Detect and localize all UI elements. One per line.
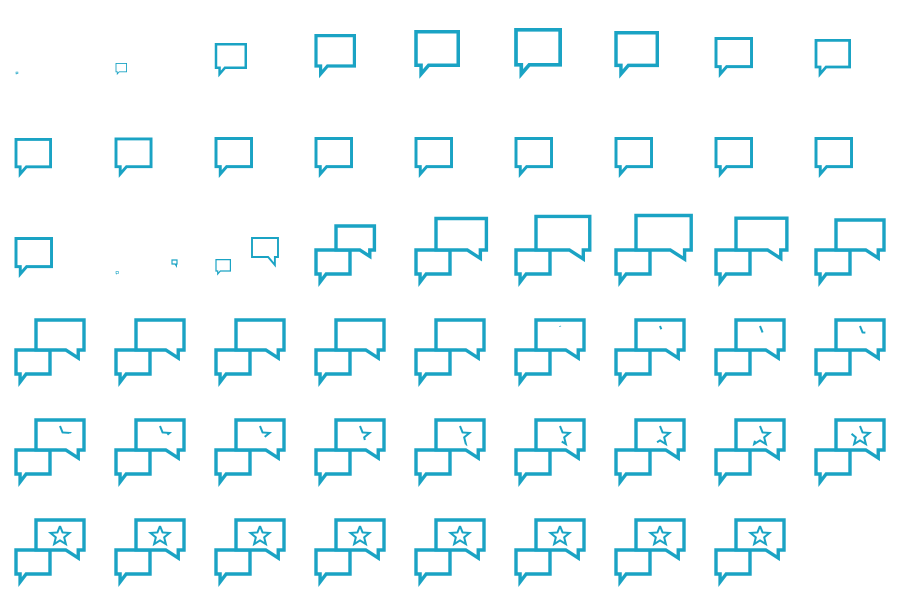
speech-bubble-icon <box>116 139 151 174</box>
animation-frame-42 <box>514 404 614 504</box>
front-speech-bubble-icon <box>516 450 550 482</box>
front-speech-bubble-icon <box>316 250 350 282</box>
front-speech-bubble-icon <box>216 350 250 382</box>
front-speech-bubble-icon <box>516 250 550 282</box>
animation-frame-46 <box>14 504 114 604</box>
front-speech-bubble-icon <box>816 250 850 282</box>
front-speech-bubble-icon <box>716 350 750 382</box>
front-speech-bubble-icon <box>616 350 650 382</box>
animation-frame-5 <box>414 4 514 104</box>
animation-frame-50 <box>414 504 514 604</box>
animation-frame-35 <box>714 304 814 404</box>
animation-frame-48 <box>214 504 314 604</box>
speech-bubble-icon <box>216 44 246 74</box>
animation-frame-16 <box>614 104 714 204</box>
animation-frame-47 <box>114 504 214 604</box>
front-speech-bubble-icon <box>716 550 750 582</box>
animation-frame-34 <box>614 304 714 404</box>
speech-bubble-icon <box>216 138 252 174</box>
animation-frame-45 <box>814 404 900 504</box>
speech-bubble-icon <box>316 138 352 174</box>
animation-frame-10 <box>14 104 114 204</box>
animation-frame-25 <box>614 204 714 304</box>
animation-frame-40 <box>314 404 414 504</box>
front-speech-bubble-icon <box>216 550 250 582</box>
speech-bubble-icon <box>816 40 850 74</box>
front-speech-bubble-icon <box>16 350 50 382</box>
front-speech-bubble-icon <box>416 550 450 582</box>
speech-bubble-icon <box>516 138 552 174</box>
front-speech-bubble-icon <box>516 350 550 382</box>
front-speech-bubble-icon <box>116 450 150 482</box>
speech-bubble-icon <box>816 138 852 174</box>
front-speech-bubble-icon <box>116 550 150 582</box>
front-speech-bubble-icon <box>116 350 150 382</box>
front-speech-bubble-icon <box>716 250 750 282</box>
front-speech-bubble-icon <box>716 450 750 482</box>
animation-frame-39 <box>214 404 314 504</box>
animation-frame-20 <box>114 204 214 304</box>
animation-frame-41 <box>414 404 514 504</box>
speech-bubble-icon <box>16 238 52 274</box>
animation-frame-49 <box>314 504 414 604</box>
animation-frame-29 <box>114 304 214 404</box>
animation-frame-6 <box>514 4 614 104</box>
animation-frame-3 <box>214 4 314 104</box>
animation-frame-8 <box>714 4 814 104</box>
animation-frame-11 <box>114 104 214 204</box>
second-speech-bubble-icon <box>172 260 177 266</box>
animation-frame-38 <box>114 404 214 504</box>
animation-frame-18 <box>814 104 900 204</box>
speech-bubble-icon <box>116 272 118 274</box>
front-speech-bubble-icon <box>516 550 550 582</box>
front-speech-bubble-icon <box>316 350 350 382</box>
animation-frame-27 <box>814 204 900 304</box>
animation-frame-15 <box>514 104 614 204</box>
front-speech-bubble-icon <box>16 450 50 482</box>
front-speech-bubble-icon <box>316 450 350 482</box>
front-speech-bubble-icon <box>416 250 450 282</box>
speech-bubble-icon <box>516 30 560 74</box>
front-speech-bubble-icon <box>616 250 650 282</box>
speech-bubble-icon <box>16 139 51 174</box>
animation-frame-13 <box>314 104 414 204</box>
animation-frame-31 <box>314 304 414 404</box>
animation-frame-7 <box>614 4 714 104</box>
animation-frame-51 <box>514 504 614 604</box>
animation-frame-21 <box>214 204 314 304</box>
animation-frame-22 <box>314 204 414 304</box>
front-speech-bubble-icon <box>216 450 250 482</box>
front-speech-bubble-icon <box>416 450 450 482</box>
speech-bubble-icon <box>116 63 127 74</box>
front-speech-bubble-icon <box>816 450 850 482</box>
front-speech-bubble-icon <box>416 350 450 382</box>
animation-frame-1 <box>14 4 114 104</box>
animation-frame-4 <box>314 4 414 104</box>
animation-frame-37 <box>14 404 114 504</box>
front-speech-bubble-icon <box>616 450 650 482</box>
animation-frame-33 <box>514 304 614 404</box>
animation-frame-53 <box>714 504 814 604</box>
animation-frame-9 <box>814 4 900 104</box>
speech-bubble-icon <box>316 36 354 74</box>
speech-bubble-icon <box>416 138 452 174</box>
front-speech-bubble-icon <box>16 550 50 582</box>
speech-bubble-icon <box>216 260 230 274</box>
animation-frame-36 <box>814 304 900 404</box>
animation-frame-52 <box>614 504 714 604</box>
front-speech-bubble-icon <box>316 550 350 582</box>
front-speech-bubble-icon <box>816 350 850 382</box>
animation-frame-24 <box>514 204 614 304</box>
animation-frame-26 <box>714 204 814 304</box>
animation-frame-12 <box>214 104 314 204</box>
front-speech-bubble-icon <box>616 550 650 582</box>
animation-frame-23 <box>414 204 514 304</box>
speech-bubble-icon <box>716 38 752 74</box>
speech-bubble-icon <box>416 32 458 74</box>
second-speech-bubble-icon <box>252 238 278 265</box>
animation-frame-14 <box>414 104 514 204</box>
animation-frame-44 <box>714 404 814 504</box>
animation-frame-28 <box>14 304 114 404</box>
speech-bubble-icon <box>616 33 657 74</box>
animation-frame-17 <box>714 104 814 204</box>
animation-frame-43 <box>614 404 714 504</box>
animation-frame-19 <box>14 204 114 304</box>
animation-frame-2 <box>114 4 214 104</box>
speech-bubble-icon <box>16 72 18 74</box>
speech-bubble-icon <box>716 138 752 174</box>
animation-frame-32 <box>414 304 514 404</box>
animation-frame-30 <box>214 304 314 404</box>
speech-bubble-icon <box>616 138 652 174</box>
